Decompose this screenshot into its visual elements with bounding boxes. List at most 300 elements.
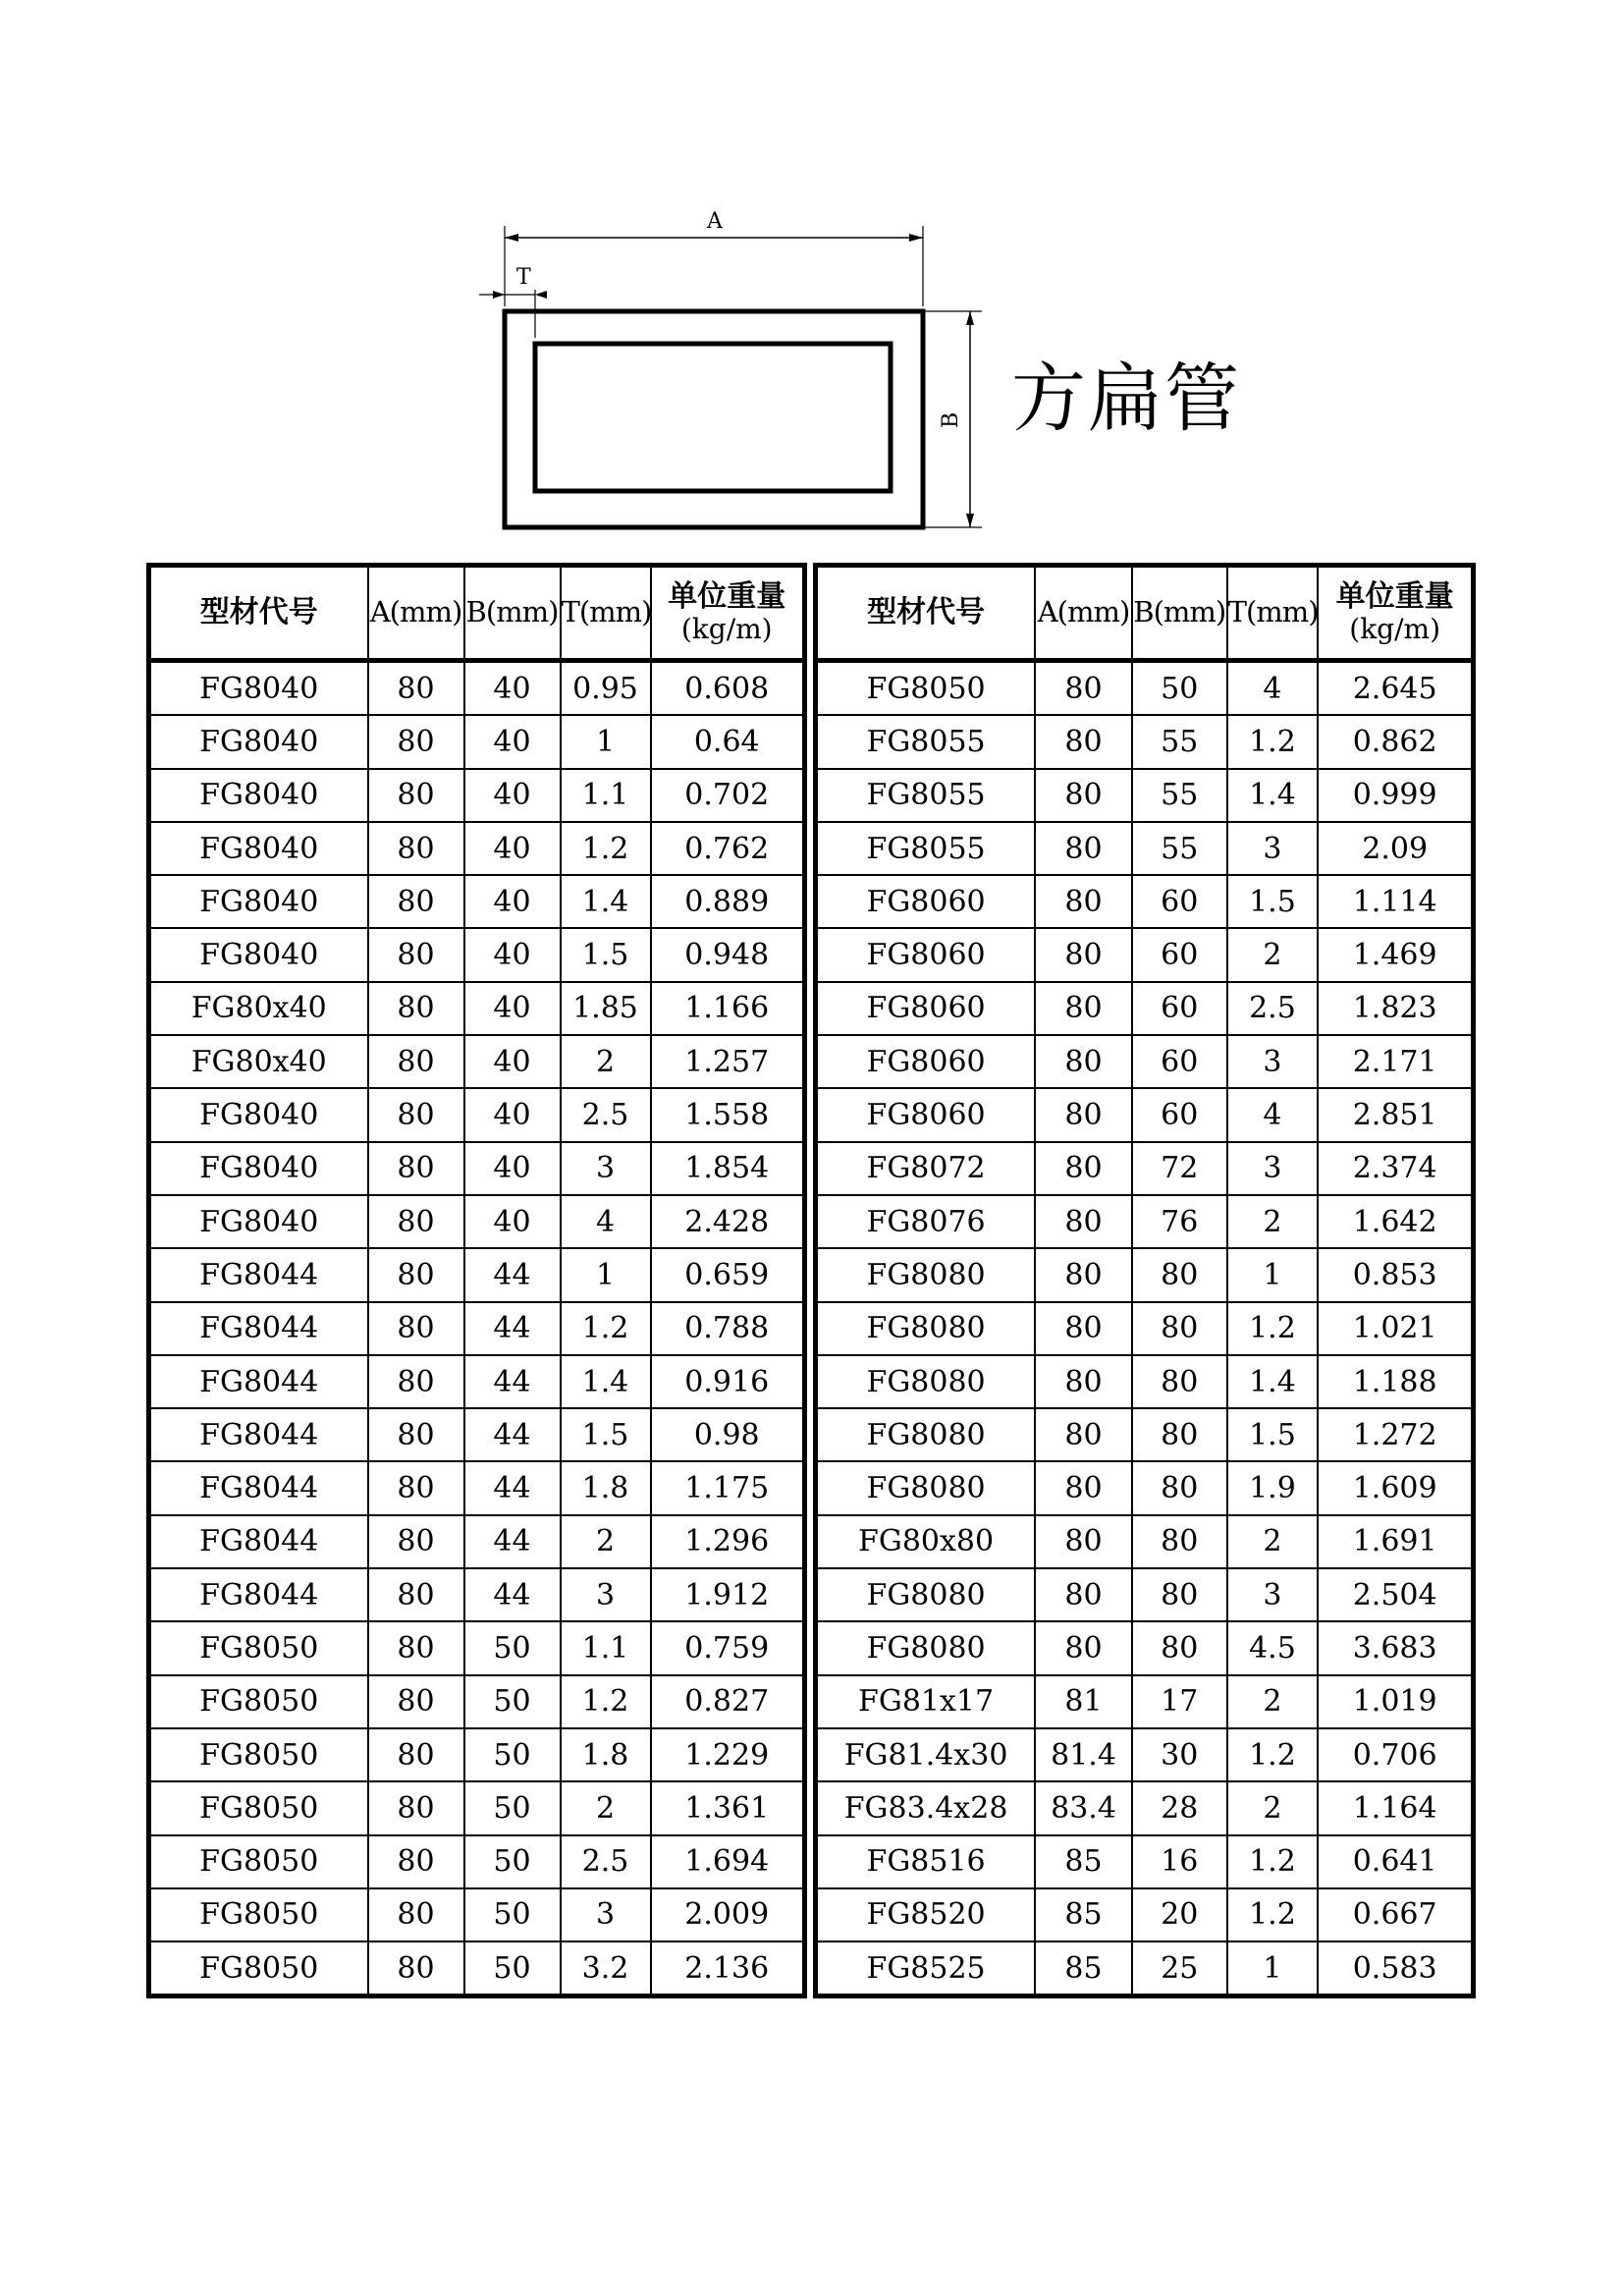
cell-code: FG8080 bbox=[816, 1461, 1036, 1514]
cell-t: 2.5 bbox=[1227, 982, 1319, 1035]
cell-code: FG8060 bbox=[816, 928, 1036, 981]
table-row bbox=[816, 1355, 1474, 1408]
cell-code: FG8525 bbox=[816, 1941, 1036, 1996]
cell-t: 3 bbox=[1227, 1568, 1319, 1621]
table-row bbox=[149, 982, 805, 1035]
cell-a: 80 bbox=[368, 1088, 464, 1141]
cell-code: FG8055 bbox=[816, 715, 1036, 768]
cell-code: FG8080 bbox=[816, 1302, 1036, 1355]
cell-weight: 0.641 bbox=[1318, 1835, 1473, 1888]
cell-weight: 2.009 bbox=[651, 1888, 805, 1941]
cell-t: 1.2 bbox=[1227, 715, 1319, 768]
table-row bbox=[149, 661, 805, 716]
cell-b: 80 bbox=[1132, 1302, 1227, 1355]
cell-code: FG8072 bbox=[816, 1142, 1036, 1195]
cell-t: 1.9 bbox=[1227, 1461, 1319, 1514]
cell-code: FG8080 bbox=[816, 1408, 1036, 1461]
cell-code: FG8050 bbox=[149, 1621, 368, 1674]
cell-t: 1.2 bbox=[561, 822, 651, 875]
cell-weight: 1.272 bbox=[1318, 1408, 1473, 1461]
cell-code: FG80x40 bbox=[149, 982, 368, 1035]
table-row bbox=[149, 1461, 805, 1514]
cell-b: 44 bbox=[464, 1248, 561, 1301]
cell-b: 44 bbox=[464, 1302, 561, 1355]
cell-weight: 0.98 bbox=[651, 1408, 805, 1461]
cell-code: FG8080 bbox=[816, 1568, 1036, 1621]
cell-t: 1.8 bbox=[561, 1461, 651, 1514]
cell-a: 80 bbox=[1035, 1568, 1132, 1621]
cell-b: 72 bbox=[1132, 1142, 1227, 1195]
cell-b: 16 bbox=[1132, 1835, 1227, 1888]
tube-cross-section-diagram bbox=[461, 196, 1011, 540]
cell-code: FG8050 bbox=[149, 1941, 368, 1996]
header-code: 型材代号 bbox=[816, 566, 1036, 661]
cell-b: 40 bbox=[464, 822, 561, 875]
cell-b: 50 bbox=[464, 1941, 561, 1996]
cell-weight: 1.175 bbox=[651, 1461, 805, 1514]
table-row bbox=[149, 1195, 805, 1248]
cell-a: 80 bbox=[368, 1515, 464, 1568]
header-weight bbox=[651, 566, 805, 661]
header-weight bbox=[1318, 566, 1473, 661]
table-row bbox=[816, 769, 1474, 822]
header-t: T(mm) bbox=[1227, 566, 1319, 661]
cell-t: 2.5 bbox=[561, 1835, 651, 1888]
table-row bbox=[816, 1195, 1474, 1248]
cell-weight: 2.136 bbox=[651, 1941, 805, 1996]
arrow-left-icon bbox=[505, 234, 518, 242]
arrow-left-icon bbox=[535, 291, 547, 299]
cell-weight: 0.916 bbox=[651, 1355, 805, 1408]
cell-a: 80 bbox=[368, 1675, 464, 1728]
cell-code: FG81.4x30 bbox=[816, 1728, 1036, 1781]
cell-code: FG8040 bbox=[149, 1142, 368, 1195]
cell-t: 1.8 bbox=[561, 1728, 651, 1781]
cell-weight: 1.691 bbox=[1318, 1515, 1473, 1568]
cell-weight: 2.428 bbox=[651, 1195, 805, 1248]
table-row bbox=[149, 715, 805, 768]
cell-b: 50 bbox=[464, 1781, 561, 1834]
cell-b: 40 bbox=[464, 1088, 561, 1141]
cell-code: FG8516 bbox=[816, 1835, 1036, 1888]
cell-b: 28 bbox=[1132, 1781, 1227, 1834]
cell-code: FG8040 bbox=[149, 1088, 368, 1141]
table-row bbox=[149, 1781, 805, 1834]
cell-weight: 1.361 bbox=[651, 1781, 805, 1834]
table-row bbox=[816, 1621, 1474, 1674]
cell-weight: 2.374 bbox=[1318, 1142, 1473, 1195]
cell-b: 17 bbox=[1132, 1675, 1227, 1728]
table-row bbox=[149, 1355, 805, 1408]
table-row bbox=[149, 1035, 805, 1088]
cell-b: 76 bbox=[1132, 1195, 1227, 1248]
cell-weight: 3.683 bbox=[1318, 1621, 1473, 1674]
cell-weight: 1.021 bbox=[1318, 1302, 1473, 1355]
cell-b: 50 bbox=[464, 1835, 561, 1888]
table-row bbox=[816, 1461, 1474, 1514]
cell-t: 1.4 bbox=[561, 1355, 651, 1408]
cell-a: 80 bbox=[1035, 1302, 1132, 1355]
table-row bbox=[816, 1728, 1474, 1781]
cell-a: 80 bbox=[1035, 982, 1132, 1035]
cell-weight: 1.854 bbox=[651, 1142, 805, 1195]
table-row bbox=[816, 1835, 1474, 1888]
page-title: 方扁管 bbox=[1011, 355, 1241, 442]
cell-code: FG8044 bbox=[149, 1302, 368, 1355]
cell-t: 4.5 bbox=[1227, 1621, 1319, 1674]
cell-weight: 1.823 bbox=[1318, 982, 1473, 1035]
cell-a: 80 bbox=[368, 822, 464, 875]
table-row bbox=[816, 1675, 1474, 1728]
cell-t: 2.5 bbox=[561, 1088, 651, 1141]
cell-code: FG8060 bbox=[816, 1088, 1036, 1141]
cell-weight: 0.759 bbox=[651, 1621, 805, 1674]
cell-weight: 0.702 bbox=[651, 769, 805, 822]
cell-code: FG8055 bbox=[816, 822, 1036, 875]
cell-b: 80 bbox=[1132, 1408, 1227, 1461]
cell-weight: 1.558 bbox=[651, 1088, 805, 1141]
cell-weight: 0.667 bbox=[1318, 1888, 1473, 1941]
cell-weight: 2.851 bbox=[1318, 1088, 1473, 1141]
cell-b: 40 bbox=[464, 928, 561, 981]
cell-weight: 1.912 bbox=[651, 1568, 805, 1621]
cell-t: 1.2 bbox=[1227, 1728, 1319, 1781]
cell-weight: 1.229 bbox=[651, 1728, 805, 1781]
cell-t: 0.95 bbox=[561, 661, 651, 716]
header-weight-line1: 单位重量 bbox=[668, 578, 786, 614]
cell-t: 1.5 bbox=[561, 928, 651, 981]
cell-weight: 1.257 bbox=[651, 1035, 805, 1088]
cell-code: FG8055 bbox=[816, 769, 1036, 822]
cell-weight: 1.188 bbox=[1318, 1355, 1473, 1408]
cell-a: 80 bbox=[368, 1781, 464, 1834]
arrow-up-icon bbox=[966, 311, 974, 325]
cell-a: 80 bbox=[368, 769, 464, 822]
cell-t: 1 bbox=[1227, 1248, 1319, 1301]
inner-wall bbox=[535, 344, 891, 491]
cell-code: FG80x40 bbox=[149, 1035, 368, 1088]
cell-t: 2 bbox=[1227, 1781, 1319, 1834]
cell-t: 3 bbox=[561, 1142, 651, 1195]
cell-a: 80 bbox=[368, 1888, 464, 1941]
cell-b: 80 bbox=[1132, 1621, 1227, 1674]
cell-t: 4 bbox=[1227, 1088, 1319, 1141]
cell-weight: 2.09 bbox=[1318, 822, 1473, 875]
cell-t: 2 bbox=[561, 1781, 651, 1834]
table-row bbox=[816, 1408, 1474, 1461]
cell-t: 1.85 bbox=[561, 982, 651, 1035]
cell-b: 40 bbox=[464, 1195, 561, 1248]
cell-a: 80 bbox=[368, 1835, 464, 1888]
table-row bbox=[149, 1088, 805, 1141]
cell-b: 30 bbox=[1132, 1728, 1227, 1781]
cell-a: 80 bbox=[368, 1195, 464, 1248]
cell-weight: 1.609 bbox=[1318, 1461, 1473, 1514]
table-row bbox=[149, 1568, 805, 1621]
cell-t: 1.2 bbox=[561, 1675, 651, 1728]
cell-t: 2 bbox=[1227, 1675, 1319, 1728]
cell-b: 50 bbox=[464, 1888, 561, 1941]
table-row bbox=[816, 1515, 1474, 1568]
cell-a: 80 bbox=[1035, 1515, 1132, 1568]
table-row bbox=[149, 1408, 805, 1461]
cell-code: FG8040 bbox=[149, 769, 368, 822]
label-b: B bbox=[939, 411, 963, 428]
cell-code: FG8044 bbox=[149, 1355, 368, 1408]
cell-weight: 0.659 bbox=[651, 1248, 805, 1301]
cell-t: 1 bbox=[561, 715, 651, 768]
cell-a: 80 bbox=[1035, 822, 1132, 875]
cell-b: 20 bbox=[1132, 1888, 1227, 1941]
cell-code: FG8044 bbox=[149, 1568, 368, 1621]
cell-weight: 0.608 bbox=[651, 661, 805, 716]
label-a: A bbox=[707, 209, 723, 234]
cell-code: FG8050 bbox=[149, 1781, 368, 1834]
table-row bbox=[149, 769, 805, 822]
cell-a: 80 bbox=[368, 1621, 464, 1674]
cell-t: 2 bbox=[1227, 1195, 1319, 1248]
cell-t: 1.4 bbox=[1227, 1355, 1319, 1408]
cell-a: 80 bbox=[368, 1728, 464, 1781]
cell-code: FG8050 bbox=[149, 1675, 368, 1728]
cell-b: 40 bbox=[464, 982, 561, 1035]
cell-a: 80 bbox=[1035, 1355, 1132, 1408]
header-t: T(mm) bbox=[561, 566, 651, 661]
cell-code: FG8520 bbox=[816, 1888, 1036, 1941]
table-row bbox=[816, 928, 1474, 981]
header-a: A(mm) bbox=[1035, 566, 1132, 661]
cell-weight: 2.504 bbox=[1318, 1568, 1473, 1621]
header-weight-line2: (kg/m) bbox=[1349, 613, 1441, 646]
table-row bbox=[149, 1835, 805, 1888]
cell-code: FG83.4x28 bbox=[816, 1781, 1036, 1834]
cell-b: 60 bbox=[1132, 928, 1227, 981]
header-b: B(mm) bbox=[464, 566, 561, 661]
cell-weight: 0.999 bbox=[1318, 769, 1473, 822]
cell-code: FG8060 bbox=[816, 982, 1036, 1035]
cell-t: 1.2 bbox=[1227, 1302, 1319, 1355]
cell-code: FG8044 bbox=[149, 1408, 368, 1461]
table-row bbox=[149, 1621, 805, 1674]
cell-code: FG81x17 bbox=[816, 1675, 1036, 1728]
cell-weight: 0.853 bbox=[1318, 1248, 1473, 1301]
cell-weight: 1.469 bbox=[1318, 928, 1473, 981]
cell-code: FG8080 bbox=[816, 1621, 1036, 1674]
cell-b: 40 bbox=[464, 715, 561, 768]
cell-t: 1.5 bbox=[1227, 875, 1319, 928]
cell-b: 80 bbox=[1132, 1248, 1227, 1301]
header-code: 型材代号 bbox=[149, 566, 368, 661]
label-t: T bbox=[516, 265, 531, 290]
cell-b: 40 bbox=[464, 875, 561, 928]
spec-table-right bbox=[813, 563, 1476, 1998]
cell-a: 81.4 bbox=[1035, 1728, 1132, 1781]
cell-code: FG8060 bbox=[816, 1035, 1036, 1088]
table-row bbox=[816, 715, 1474, 768]
cell-a: 80 bbox=[1035, 1621, 1132, 1674]
cell-a: 83.4 bbox=[1035, 1781, 1132, 1834]
cell-b: 80 bbox=[1132, 1515, 1227, 1568]
cell-weight: 0.948 bbox=[651, 928, 805, 981]
table-row bbox=[149, 822, 805, 875]
cell-code: FG8040 bbox=[149, 875, 368, 928]
table-header-row bbox=[816, 566, 1474, 661]
cell-b: 60 bbox=[1132, 875, 1227, 928]
cell-code: FG8044 bbox=[149, 1461, 368, 1514]
cell-a: 80 bbox=[368, 1142, 464, 1195]
cell-b: 50 bbox=[464, 1728, 561, 1781]
cell-t: 1 bbox=[561, 1248, 651, 1301]
table-header-row bbox=[149, 566, 805, 661]
cell-a: 80 bbox=[368, 1568, 464, 1621]
table-row bbox=[816, 1888, 1474, 1941]
header-a: A(mm) bbox=[368, 566, 464, 661]
cell-a: 80 bbox=[1035, 769, 1132, 822]
table-row bbox=[816, 1941, 1474, 1996]
cell-a: 80 bbox=[1035, 1195, 1132, 1248]
header-weight-line1: 单位重量 bbox=[1335, 578, 1454, 614]
cell-a: 80 bbox=[368, 715, 464, 768]
cell-b: 60 bbox=[1132, 982, 1227, 1035]
cell-a: 80 bbox=[368, 1035, 464, 1088]
table-row bbox=[816, 661, 1474, 716]
cell-a: 80 bbox=[368, 875, 464, 928]
table-row bbox=[816, 1302, 1474, 1355]
cell-b: 80 bbox=[1132, 1355, 1227, 1408]
table-row bbox=[816, 1088, 1474, 1141]
cell-b: 55 bbox=[1132, 822, 1227, 875]
cell-weight: 2.171 bbox=[1318, 1035, 1473, 1088]
cell-t: 3 bbox=[1227, 1035, 1319, 1088]
cell-code: FG8050 bbox=[816, 661, 1036, 716]
table-row bbox=[816, 1035, 1474, 1088]
table-row bbox=[149, 1248, 805, 1301]
table-row bbox=[149, 1302, 805, 1355]
cell-a: 85 bbox=[1035, 1888, 1132, 1941]
cell-t: 1.5 bbox=[1227, 1408, 1319, 1461]
table-row bbox=[149, 1888, 805, 1941]
table-row bbox=[816, 1781, 1474, 1834]
cell-weight: 1.019 bbox=[1318, 1675, 1473, 1728]
cell-b: 44 bbox=[464, 1355, 561, 1408]
cell-b: 50 bbox=[1132, 661, 1227, 716]
cell-t: 1.1 bbox=[561, 1621, 651, 1674]
cell-weight: 0.64 bbox=[651, 715, 805, 768]
cell-b: 50 bbox=[464, 1675, 561, 1728]
cell-weight: 2.645 bbox=[1318, 661, 1473, 716]
cell-weight: 0.862 bbox=[1318, 715, 1473, 768]
cell-a: 80 bbox=[368, 1461, 464, 1514]
cell-b: 40 bbox=[464, 1035, 561, 1088]
cell-t: 2 bbox=[561, 1515, 651, 1568]
cell-a: 80 bbox=[1035, 1142, 1132, 1195]
arrow-down-icon bbox=[966, 514, 974, 527]
cell-t: 1.5 bbox=[561, 1408, 651, 1461]
cell-code: FG8040 bbox=[149, 1195, 368, 1248]
cell-b: 60 bbox=[1132, 1035, 1227, 1088]
cell-t: 1.2 bbox=[1227, 1888, 1319, 1941]
cell-b: 44 bbox=[464, 1568, 561, 1621]
cell-a: 85 bbox=[1035, 1835, 1132, 1888]
cell-t: 2 bbox=[561, 1035, 651, 1088]
cell-t: 1.2 bbox=[561, 1302, 651, 1355]
cell-t: 3 bbox=[1227, 822, 1319, 875]
table-row bbox=[149, 1941, 805, 1996]
table-row bbox=[149, 1515, 805, 1568]
cell-t: 3 bbox=[561, 1888, 651, 1941]
arrow-right-icon bbox=[909, 234, 923, 242]
cell-a: 80 bbox=[1035, 1088, 1132, 1141]
cell-a: 80 bbox=[1035, 875, 1132, 928]
cell-a: 80 bbox=[1035, 661, 1132, 716]
cell-code: FG8040 bbox=[149, 822, 368, 875]
cell-code: FG8050 bbox=[149, 1888, 368, 1941]
cell-b: 25 bbox=[1132, 1941, 1227, 1996]
cell-code: FG8044 bbox=[149, 1515, 368, 1568]
table-row bbox=[816, 822, 1474, 875]
cell-t: 3 bbox=[1227, 1142, 1319, 1195]
cell-code: FG8080 bbox=[816, 1355, 1036, 1408]
cell-a: 80 bbox=[368, 1941, 464, 1996]
cell-b: 40 bbox=[464, 1142, 561, 1195]
cell-b: 80 bbox=[1132, 1461, 1227, 1514]
cell-b: 40 bbox=[464, 769, 561, 822]
table-row bbox=[816, 875, 1474, 928]
header-b: B(mm) bbox=[1132, 566, 1227, 661]
cell-b: 60 bbox=[1132, 1088, 1227, 1141]
cell-a: 80 bbox=[1035, 1248, 1132, 1301]
cell-a: 80 bbox=[1035, 715, 1132, 768]
cell-t: 1.2 bbox=[1227, 1835, 1319, 1888]
cell-t: 1 bbox=[1227, 1941, 1319, 1996]
cell-a: 80 bbox=[368, 928, 464, 981]
cell-b: 44 bbox=[464, 1461, 561, 1514]
cell-b: 55 bbox=[1132, 715, 1227, 768]
table-row bbox=[149, 875, 805, 928]
cell-weight: 1.164 bbox=[1318, 1781, 1473, 1834]
cell-t: 2 bbox=[1227, 928, 1319, 981]
cell-b: 40 bbox=[464, 661, 561, 716]
cell-weight: 0.827 bbox=[651, 1675, 805, 1728]
cell-a: 80 bbox=[1035, 1461, 1132, 1514]
cell-a: 80 bbox=[368, 661, 464, 716]
cell-code: FG8050 bbox=[149, 1835, 368, 1888]
cell-t: 2 bbox=[1227, 1515, 1319, 1568]
table-row bbox=[149, 1675, 805, 1728]
cell-code: FG8040 bbox=[149, 661, 368, 716]
cell-t: 3.2 bbox=[561, 1941, 651, 1996]
cell-a: 85 bbox=[1035, 1941, 1132, 1996]
cell-a: 80 bbox=[368, 982, 464, 1035]
cell-a: 80 bbox=[368, 1302, 464, 1355]
cell-a: 81 bbox=[1035, 1675, 1132, 1728]
cell-a: 80 bbox=[368, 1408, 464, 1461]
table-row bbox=[149, 1142, 805, 1195]
cell-weight: 0.706 bbox=[1318, 1728, 1473, 1781]
cell-weight: 0.762 bbox=[651, 822, 805, 875]
cell-b: 55 bbox=[1132, 769, 1227, 822]
cell-weight: 1.694 bbox=[651, 1835, 805, 1888]
cell-a: 80 bbox=[1035, 928, 1132, 981]
cell-t: 1.1 bbox=[561, 769, 651, 822]
cell-t: 1.4 bbox=[1227, 769, 1319, 822]
spec-table-left bbox=[146, 563, 807, 1998]
table-row bbox=[149, 928, 805, 981]
cell-a: 80 bbox=[1035, 1408, 1132, 1461]
cell-code: FG8060 bbox=[816, 875, 1036, 928]
cell-weight: 1.166 bbox=[651, 982, 805, 1035]
cell-code: FG8050 bbox=[149, 1728, 368, 1781]
